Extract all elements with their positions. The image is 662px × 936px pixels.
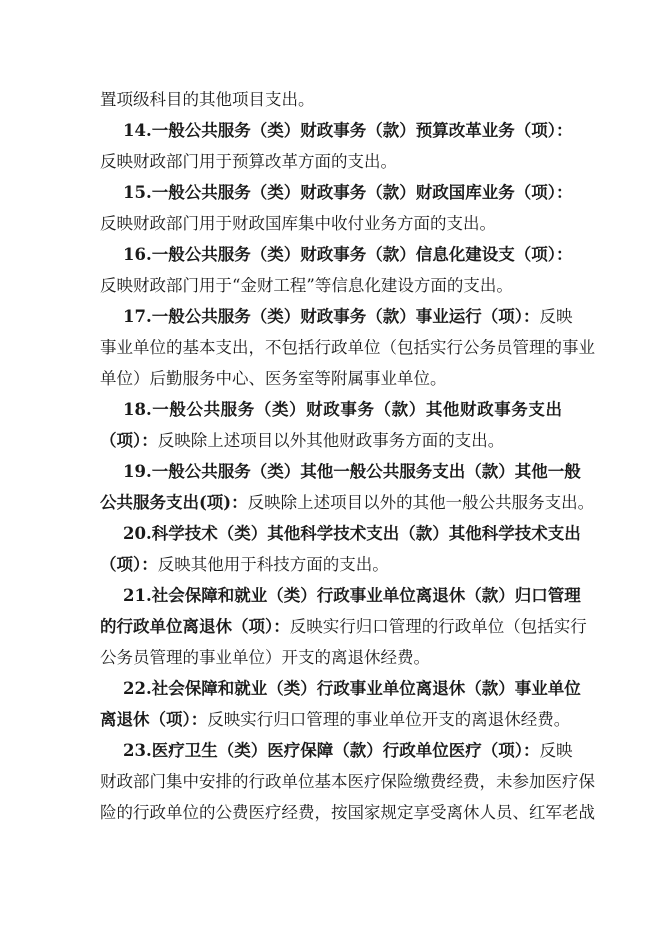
item-heading: 20.科学技术（类）其他科学技术支出（款）其他科学技术支出: [123, 524, 581, 543]
item-description: 反映其他用于科技方面的支出。: [157, 555, 389, 574]
text-line: [100, 115, 573, 146]
text-line: [100, 642, 562, 673]
item-description: 反映除上述项目以外的其他一般公共服务支出。: [247, 493, 595, 512]
text-line: [100, 704, 571, 735]
text-line: [100, 518, 581, 549]
item-heading: 的行政单位离退休（项）：: [100, 617, 290, 636]
item-description: 事业单位的基本支出，不包括行政单位（包括实行公务员管理的事业: [100, 338, 595, 357]
text-line: [100, 177, 573, 208]
item-description: 反映除上述项目以外其他财政事务方面的支出。: [157, 431, 505, 450]
text-line: [100, 394, 562, 425]
text-line: [100, 301, 573, 332]
item-description: 反映财政部门用于财政国库集中收付业务方面的支出。: [100, 214, 496, 233]
item-description: 反映财政部门用于预算改革方面的支出。: [100, 152, 397, 171]
text-line: [100, 487, 595, 518]
text-line: [100, 735, 573, 766]
item-heading: 17.一般公共服务（类）财政事务（款）事业运行（项）：: [123, 307, 540, 326]
item-description: 置项级科目的其他项目支出。: [100, 90, 315, 109]
text-line: [100, 146, 562, 177]
item-heading: （项）：: [100, 431, 158, 450]
item-heading: （项）：: [100, 555, 158, 574]
text-line: [100, 611, 587, 642]
text-line: [100, 84, 562, 115]
item-heading: 21.社会保障和就业（类）行政事业单位离退休（款）归口管理: [123, 586, 581, 605]
item-description: 反映: [539, 741, 573, 760]
text-line: [100, 580, 581, 611]
item-heading: 22.社会保障和就业（类）行政事业单位离退休（款）事业单位: [123, 679, 581, 698]
item-description: 反映实行归口管理的事业单位开支的离退休经费。: [207, 710, 571, 729]
text-line: [100, 363, 562, 394]
text-line: [100, 425, 562, 456]
item-heading: 公共服务支出(项)：: [100, 493, 248, 512]
item-description: 反映: [539, 307, 573, 326]
item-description: 反映财政部门用于“金财工程”等信息化建设方面的支出。: [100, 276, 513, 295]
item-heading: 23.医疗卫生（类）医疗保障（款）行政单位医疗（项）：: [123, 741, 540, 760]
item-heading: 16.一般公共服务（类）财政事务（款）信息化建设支（项）：: [123, 245, 573, 264]
document-body: [100, 84, 595, 828]
text-line: [100, 549, 562, 580]
item-description: 公务员管理的事业单位）开支的离退休经费。: [100, 648, 430, 667]
text-line: [100, 673, 581, 704]
text-line: [100, 332, 595, 363]
text-line: [100, 766, 595, 797]
text-line: [100, 208, 562, 239]
item-heading: 19.一般公共服务（类）其他一般公共服务支出（款）其他一般: [123, 462, 581, 481]
text-line: [100, 270, 562, 301]
item-heading: 18.一般公共服务（类）财政事务（款）其他财政事务支出: [123, 400, 562, 419]
item-description: 反映实行归口管理的行政单位（包括实行: [289, 617, 587, 636]
text-line: [100, 239, 573, 270]
item-description: 单位）后勤服务中心、医务室等附属事业单位。: [100, 369, 447, 388]
item-heading: 离退休（项）：: [100, 710, 208, 729]
text-line: [100, 456, 581, 487]
item-heading: 14.一般公共服务（类）财政事务（款）预算改革业务（项）：: [123, 121, 573, 140]
text-line: [100, 797, 595, 828]
item-description: 险的行政单位的公费医疗经费，按国家规定享受离休人员、红军老战: [100, 803, 595, 822]
item-description: 财政部门集中安排的行政单位基本医疗保险缴费经费，未参加医疗保: [100, 772, 595, 791]
item-heading: 15.一般公共服务（类）财政事务（款）财政国库业务（项）：: [123, 183, 573, 202]
